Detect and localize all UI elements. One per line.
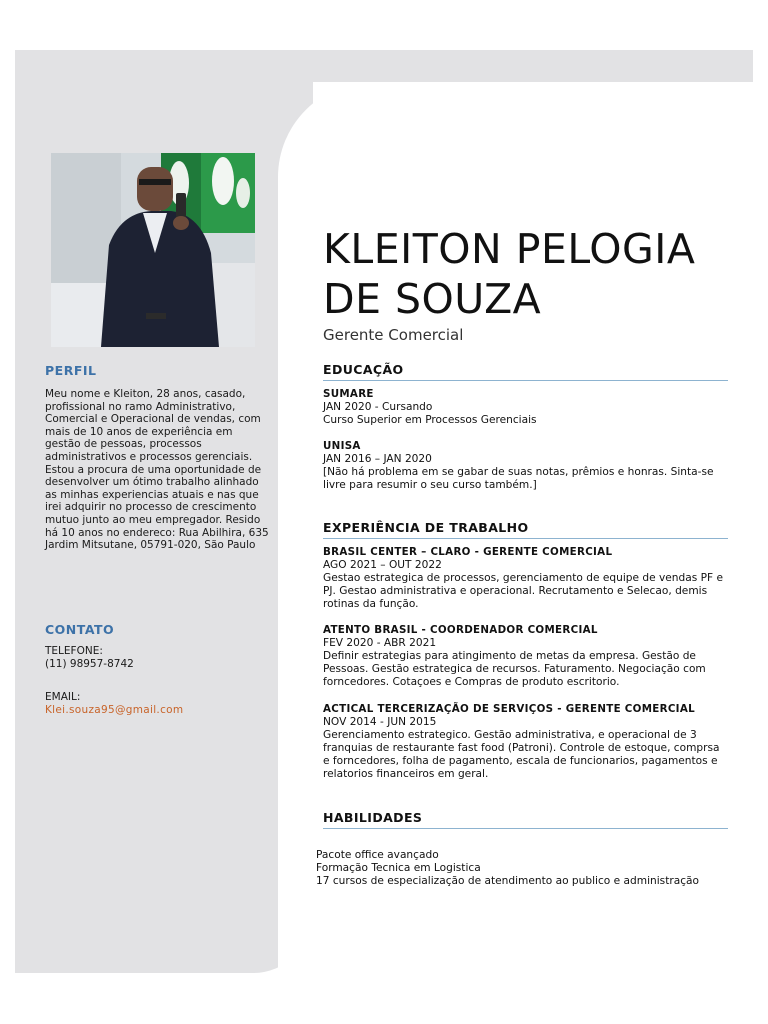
profile-photo-illustration [51,153,255,347]
experience-desc: Gestao estrategica de processos, gerenciamento de equipe de vendas PF e PJ. Gestao administrativa e operacional. Recrutamento e Selecao, demis rotinas da função. [323,572,723,610]
skills-list [316,849,746,888]
candidate-role: Gerente Comercial [323,326,464,344]
contato-section [45,622,271,716]
experience-item [323,624,728,689]
experience-desc: Gerenciamento estrategico. Gestão administrativa, e operacional de 3 franquias de restaurante fast food (Patroni). Controle de estoque, comprsa e forncedores, folha de pagamento, escala de funcionarios, pagamentos e relatorios financeiros em geral. [323,729,720,780]
skill-item: 17 cursos de especialização de atendimento ao publico e administração [316,875,699,887]
experience-title: ACTICAL TERCERIZAÇÃO DE SERVIÇOS - GERENTE COMERCIAL [323,703,695,715]
email-link[interactable]: Klei.souza95@gmail.com [45,703,184,716]
candidate-name-line2: DE SOUZA [323,275,542,323]
experience-item [323,546,728,611]
habilidades-title: HABILIDADES [323,810,728,829]
perfil-title: PERFIL [45,363,97,378]
candidate-name [323,224,695,324]
education-school: SUMARE [323,388,374,400]
skill-item: Formação Tecnica em Logistica [316,862,481,874]
email-label: EMAIL: [45,691,81,704]
experiencia-title: EXPERIÊNCIA DE TRABALHO [323,520,728,539]
experience-desc: Definir estrategias para atingimento de metas da empresa. Gestão de Pessoas. Gestão estrategica de recursos. Faturamento. Negociação com forncedores. Cotaçoes e Compras de produto escritorio. [323,650,706,688]
education-item [323,440,728,492]
contato-title: CONTATO [45,622,115,637]
candidate-name-line1: KLEITON PELOGIA [323,225,696,273]
experience-item [323,703,728,781]
education-desc: Curso Superior em Processos Gerenciais [323,414,537,426]
educacao-title: EDUCAÇÃO [323,362,728,381]
telefone-label: TELEFONE: [45,645,103,657]
perfil-section [45,363,271,552]
skill-item: Pacote office avançado [316,849,439,861]
perfil-text: Meu nome e Kleiton, 28 anos, casado, profissional no ramo Administrativo, Comercial e Operacional de vendas, com mais de 10 anos de experiência em gestão de pessoas, processos administrativos e processos gerenciais. Estou a procura de uma oportunidade de desenvolver um ótimo trabalho alinhado as minhas experiencias atuais e nas que irei adquirir no processo de crescimento mutuo junto ao meu empregador. Resido há 10 anos no endereco: Rua Abilhira, 635 Jardim Mitsutane, 05791-020, São Paulo [45,388,269,552]
experience-title: ATENTO BRASIL - COORDENADOR COMERCIAL [323,624,598,636]
education-desc: [Não há problema em se gabar de suas notas, prêmios e honras. Sinta-se livre para resumir o seu curso também.] [323,466,714,491]
experience-dates: FEV 2020 - ABR 2021 [323,637,437,649]
education-dates: JAN 2016 – JAN 2020 [323,453,432,465]
experience-title: BRASIL CENTER – CLARO - GERENTE COMERCIAL [323,546,613,558]
education-item [323,388,728,427]
experience-dates: NOV 2014 - JUN 2015 [323,716,437,728]
experience-dates: AGO 2021 – OUT 2022 [323,559,442,571]
telefone-value: (11) 98957-8742 [45,657,134,670]
education-dates: JAN 2020 - Cursando [323,401,433,413]
top-band [15,50,753,82]
profile-photo [51,153,255,347]
education-school: UNISA [323,440,361,452]
